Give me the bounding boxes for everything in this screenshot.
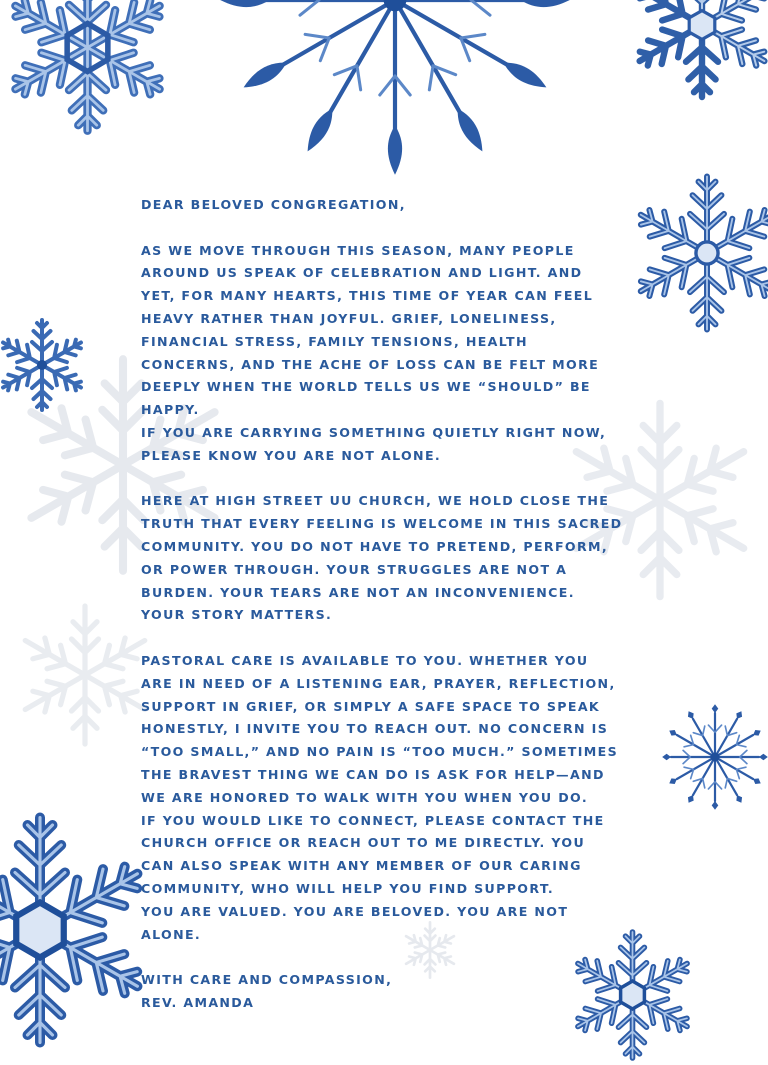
letter-line: IF YOU ARE CARRYING SOMETHING QUIETLY RIGHT NOW, bbox=[141, 424, 607, 440]
letter-line: WE ARE HONORED TO WALK WITH YOU WHEN YOU DO. bbox=[141, 789, 588, 805]
letter-line: SUPPORT IN GRIEF, OR SIMPLY A SAFE SPACE TO SPEAK bbox=[141, 698, 601, 714]
letter-line: YOU ARE VALUED. YOU ARE BELOVED. YOU ARE NOT bbox=[141, 903, 569, 919]
letter-line: BURDEN. YOUR TEARS ARE NOT AN INCONVENIENCE. bbox=[141, 584, 575, 600]
letter-line: PASTORAL CARE IS AVAILABLE TO YOU. WHETHER YOU bbox=[141, 652, 589, 668]
letter-line: HERE AT HIGH STREET UU CHURCH, WE HOLD CLOSE THE bbox=[141, 493, 610, 509]
letter-line: CONCERNS, AND THE ACHE OF LOSS CAN BE FELT MORE bbox=[141, 356, 600, 372]
letter-line: COMMUNITY. YOU DO NOT HAVE TO PRETEND, PERFORM, bbox=[141, 538, 609, 554]
letter-line: OR POWER THROUGH. YOUR STRUGGLES ARE NOT A bbox=[141, 561, 568, 577]
letter-line: ARE IN NEED OF A LISTENING EAR, PRAYER, REFLECTION, bbox=[141, 675, 616, 691]
letter-line: HONESTLY, I INVITE YOU TO REACH OUT. NO CONCERN IS bbox=[141, 721, 609, 737]
snowflake-icon bbox=[622, 0, 768, 105]
letter-line: AROUND US SPEAK OF CELEBRATION AND LIGHT. AND bbox=[141, 265, 583, 281]
letter-line: ALONE. bbox=[141, 926, 202, 942]
snowflake-icon bbox=[205, 0, 585, 190]
letter-line: FINANCIAL STRESS, FAMILY TENSIONS, HEALTH bbox=[141, 333, 528, 349]
closing: WITH CARE AND COMPASSION, bbox=[141, 972, 393, 988]
letter-line: YOUR STORY MATTERS. bbox=[141, 607, 333, 623]
letter-line: CHURCH OFFICE OR REACH OUT TO ME DIRECTLY. YOU bbox=[141, 835, 586, 851]
letter-line: TRUTH THAT EVERY FEELING IS WELCOME IN THIS SACRED bbox=[141, 516, 623, 532]
letter-line: YET, FOR MANY HEARTS, THIS TIME OF YEAR CAN FEEL bbox=[141, 288, 594, 304]
snowflake-icon bbox=[0, 0, 180, 140]
snowflake-icon bbox=[0, 300, 92, 430]
letter-body bbox=[141, 194, 641, 1015]
letter-line: COMMUNITY, WHO WILL HELP YOU FIND SUPPORT. bbox=[141, 880, 554, 896]
greeting: DEAR BELOVED CONGREGATION, bbox=[141, 197, 406, 212]
letter-line: IF YOU WOULD LIKE TO CONNECT, PLEASE CONTACT THE bbox=[141, 812, 605, 828]
letter-line: “TOO SMALL,” AND NO PAIN IS “TOO MUCH.” SOMETIMES bbox=[141, 744, 619, 760]
letter-line: CAN ALSO SPEAK WITH ANY MEMBER OF OUR CARING bbox=[141, 858, 582, 874]
letter-line: HEAVY RATHER THAN JOYFUL. GRIEF, LONELINESS, bbox=[141, 310, 557, 326]
letter-line: THE BRAVEST THING WE CAN DO IS ASK FOR HELP—AND bbox=[141, 766, 605, 782]
snowflake-icon bbox=[660, 672, 768, 842]
letter-line: HAPPY. bbox=[141, 402, 200, 418]
faint-snowflake-icon bbox=[10, 600, 160, 750]
letter-line: PLEASE KNOW YOU ARE NOT ALONE. bbox=[141, 447, 442, 463]
letter-line: AS WE MOVE THROUGH THIS SEASON, MANY PEOPLE bbox=[141, 242, 575, 258]
signature: REV. AMANDA bbox=[141, 994, 255, 1010]
snowflake-icon bbox=[622, 158, 768, 348]
letter-line: DEEPLY WHEN THE WORLD TELLS US WE “SHOULD” BE bbox=[141, 379, 591, 395]
